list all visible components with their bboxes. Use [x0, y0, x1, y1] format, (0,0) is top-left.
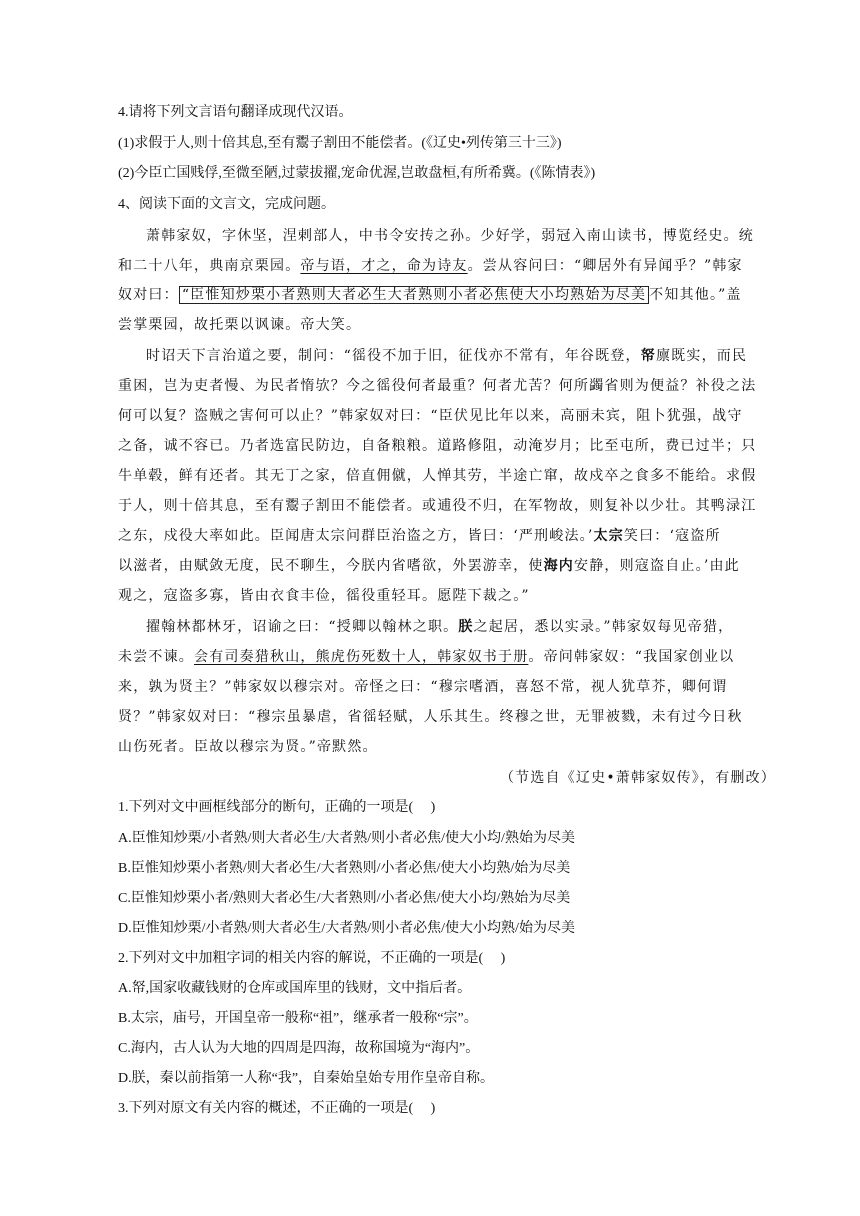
q1-option-b: B.臣惟知炒栗小者熟/则大者必生/大者熟则/小者必焦/使大小均熟/始为尽美	[118, 861, 571, 876]
q1-option-d: D.臣惟知炒栗/小者熟/则大者必生/大者熟/则小者必焦/使大小均熟/始为尽美	[118, 921, 575, 936]
p3-line-2	[118, 647, 734, 667]
reading-header: 4、阅读下面的文言文，完成问题。	[118, 197, 335, 212]
p1-line-1: 萧韩家奴，字休坚，涅剌部人，中书令安抟之孙。少好学，弱冠入南山读书，博览经史。统	[146, 228, 754, 244]
bold-word-zhen: 朕	[458, 619, 474, 635]
q2-option-c: C.海内，古人认为大地的四周是四海，故称国境为“海内”。	[118, 1041, 480, 1056]
q1-stem: 1.下列对文中画框线部分的断句，正确的一项是( )	[118, 800, 436, 815]
p2-line-8	[118, 556, 740, 576]
p3-line-4: 贤？”韩家奴对曰：“穆宗虽暴虐，省徭轻赋，人乐其生。终穆之世，无罪被戮，未有过今日秋	[118, 709, 743, 725]
q4-item-2: (2)今臣亡国贱俘,至微至陋,过蒙拔擢,宠命优渥,岂敢盘桓,有所希冀。(《陈情表》)	[118, 166, 596, 181]
text-span: 擢翰林都林牙，诏谕之曰：“授卿以翰林之职。	[146, 619, 459, 635]
boxed-sentence: “臣惟知炒栗小者熟则大者必生大者熟则小者必焦使大小均熟始为尽美	[179, 286, 649, 304]
q2-option-a: A.帑,国家收藏钱财的仓库或国库里的钱财，文中指后者。	[118, 981, 472, 996]
text-span: 和二十八年，典南京栗园。	[118, 258, 301, 274]
p2-line-6: 于人，则十倍其息，至有鬻子割田不能偿者。或逋役不归，在军物故，则复补以少壮。其鸭渌江	[118, 498, 757, 514]
p3-line-1	[146, 617, 733, 637]
text-span: 。帝问韩家奴：“我国家创业以	[528, 649, 735, 665]
p2-line-9: 观之，寇盗多寡，皆由衣食丰俭，徭役重轻耳。愿陛下裁之。”	[118, 588, 530, 604]
text-span: 之东，戍役大率如此。臣闻唐太宗问群臣治盗之方，皆曰：‘严刑峻法。’	[118, 528, 594, 544]
q4-header: 4.请将下列文言语句翻译成现代汉语。	[118, 105, 353, 120]
q2-option-b: B.太宗，庙号，开国皇帝一般称“祖”，继承者一般称“宗”。	[118, 1011, 478, 1026]
p2-line-2: 重困，岂为吏者慢、为民者惰欤？今之徭役何者最重？何者尤苦？何所蠲省则为便益？补役之法	[118, 378, 757, 394]
p1-line-2	[118, 256, 743, 276]
p2-line-5: 牛单毂，鲜有还者。其无丁之家，倍直佣僦，人惮其劳，半途亡窜，故戍卒之食多不能给。求假	[118, 468, 757, 484]
p3-line-3: 来，孰为贤主？”韩家奴以穆宗对。帝怪之曰：“穆宗嗜酒，喜怒不常，视人犹草芥，卿何谓	[118, 679, 728, 695]
p3-line-5: 山伤死者。臣故以穆宗为贤。”帝默然。	[118, 739, 378, 755]
q1-option-a: A.臣惟知炒栗/小者熟/则大者必生/大者熟/则小者必焦/使大小均/熟始为尽美	[118, 831, 575, 846]
p1-line-4: 尝掌栗园，故托栗以讽谏。帝大笑。	[118, 317, 362, 333]
q3-stem: 3.下列对原文有关内容的概述，不正确的一项是( )	[118, 1101, 436, 1116]
bold-word-hainei: 海内	[543, 558, 575, 574]
text-span: 。尝从容问曰：“卿居外有异闻乎？”韩家	[467, 258, 743, 274]
underlined-sentence-2: 会有司奏猎秋山，熊虎伤死数十人，韩家奴书于册	[194, 649, 529, 665]
p2-line-7	[118, 526, 721, 546]
text-span: 未尝不谏。	[118, 649, 194, 665]
p2-line-3: 何可以复？盗贼之害何可以止？”韩家奴对曰：“臣伏见比年以来，高丽未宾，阻卜犹强，战守	[118, 408, 743, 424]
bold-word-taizong: 太宗	[593, 528, 624, 544]
text-span: 时诏天下言治道之要，制问：“徭役不加于旧，征伐亦不常有，年谷既登，	[146, 348, 641, 364]
text-span: 笑曰：‘寇盗所	[623, 528, 721, 544]
q1-option-c: C.臣惟知炒栗小者/熟则大者必生/大者熟则/小者必焦/使大小均/熟始为尽美	[118, 891, 571, 906]
text-span: 廪既实，而民	[655, 348, 748, 364]
p2-line-4: 之备，诚不容已。乃者选富民防边，自备粮粮。道路修阻，动淹岁月；比至屯所，费已过半；只	[118, 438, 757, 454]
text-span: 不知其他。”盖	[649, 287, 742, 303]
q2-stem: 2.下列对文中加粗字词的相关内容的解说，不正确的一项是( )	[118, 951, 506, 966]
text-span: 以滋者，由赋敛无度，民不聊生，今朕内省嗜欲，外罢游幸，使	[118, 558, 544, 574]
text-span: 奴对曰：	[118, 287, 179, 303]
p2-line-1	[146, 346, 747, 366]
text-span: 之起居，悉以实录。”韩家奴每见帝猎，	[473, 619, 734, 635]
p1-line-3	[118, 285, 742, 305]
text-span: 安静，则寇盗自止。’由此	[574, 558, 740, 574]
underlined-sentence-1: 帝与语，才之，命为诗友	[300, 258, 468, 274]
q4-item-1: (1)求假于人,则十倍其息,至有鬻子割田不能偿者。(《辽史•列传第三十三》)	[118, 136, 562, 151]
source-note: （节选自《辽史•萧韩家奴传》，有删改）	[499, 770, 776, 786]
bold-word-tang: 帑	[640, 348, 656, 364]
q2-option-d: D.朕，秦以前指第一人称“我”，自秦始皇始专用作皇帝自称。	[118, 1071, 495, 1086]
